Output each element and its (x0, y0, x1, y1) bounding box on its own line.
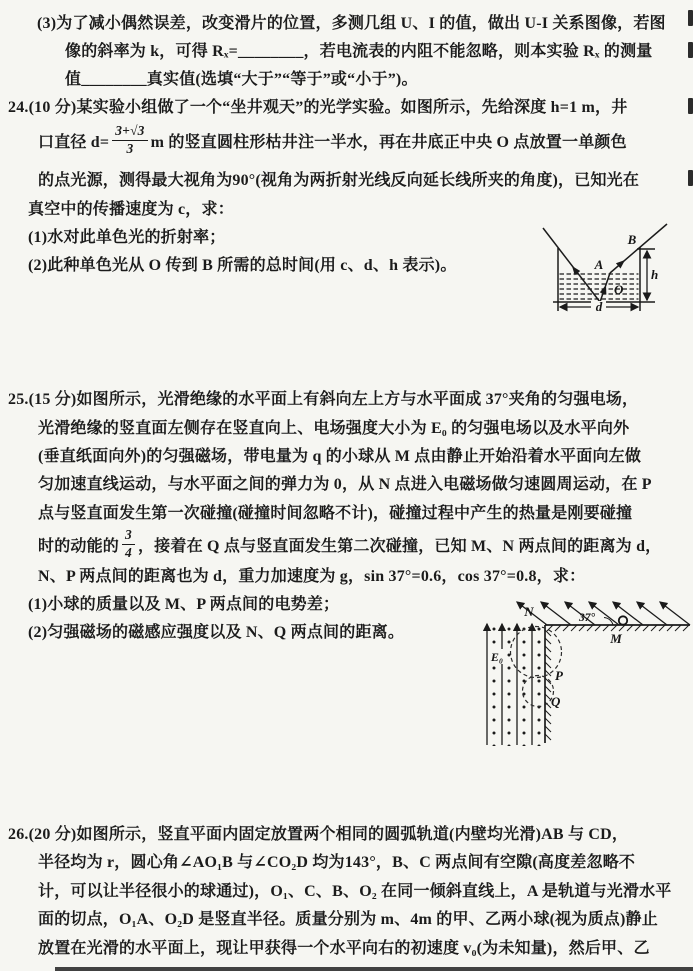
q24-line-3: 的点光源，测得最大视角为90°(视角为两折射光线反向延长线所夹的角度)，已知光在 (38, 171, 640, 189)
q26-line-3: 计，可以让半径很小的球通过)，O₁、C、B、O₂ 在同一倾斜直线上，A 是轨道与光滑水平 (38, 882, 672, 900)
q24-line-1: 24.(10 分)某实验小组做了一个“坐井观天”的光学实验。如图所示，先给深度 h=1 m，井 (8, 98, 628, 116)
label-d: d (595, 299, 603, 314)
label-Q: Q (551, 694, 561, 709)
fraction (122, 528, 135, 560)
q24-line-4: 真空中的传播速度为 c，求： (28, 200, 234, 218)
q24-fraction-line (38, 118, 627, 162)
label-M: M (610, 631, 622, 646)
label-O: O (614, 282, 624, 297)
figure-well-optics (530, 218, 693, 339)
q25-frac-post: ，接着在 Q 点与竖直面发生第二次碰撞，已知 M、N 两点间的距离为 d， (137, 537, 662, 555)
q26-line-4: 面的切点，O₁A、O₂D 是竖直半径。质量分别为 m、4m 的甲、乙两小球(视为质点)静止 (38, 910, 658, 928)
q26-line-5: 放置在光滑的水平面上，现让甲获得一个水平向右的初速度 v₀(为未知量)，然后甲、乙 (38, 939, 650, 957)
water-surface-hatch (560, 274, 639, 299)
page-cutoff-strip (55, 967, 693, 971)
q25-frac-pre: 时的动能的 (38, 537, 120, 555)
q25-line-1: 25.(15 分)如图所示，光滑绝缘的水平面上有斜向左上方与水平面成 37°夹角的匀强电场， (8, 390, 639, 408)
fraction-numerator: 3+√3 (112, 124, 147, 141)
q3-line-3: 值________真实值(选填“大于”“等于”或“小于”)。 (65, 70, 418, 88)
q24-line-5: (1)水对此单色光的折射率； (28, 228, 226, 246)
wall-hatching (545, 630, 551, 740)
scan-edge-artifact (688, 10, 693, 26)
tilted-field-arrows (517, 602, 690, 625)
q24-frac-post: m 的竖直圆柱形枯井注一半水，再在井底正中央 O 点放置一单颜色 (150, 133, 627, 151)
q25-line-3: (垂直纸面向外)的匀强磁场，带电量为 q 的小球从 M 点由静止开始沿着水平面向左做 (38, 447, 642, 465)
fraction (112, 124, 147, 156)
fraction-denominator: 4 (125, 545, 132, 560)
scan-edge-artifact (688, 170, 693, 186)
fraction-numerator: 3 (122, 528, 135, 545)
label-B: B (627, 232, 637, 247)
scan-edge-artifact (688, 42, 693, 58)
q26-line-2: 半径均为 r，圆心角∠AO₁B 与∠CO₂D 均为143°，B、C 两点间有空隙(高度差忽略不 (38, 853, 636, 871)
label-N: N (524, 604, 534, 619)
q25-line-4: 匀加速直线运动，与水平面之间的弹力为 0，从 N 点进入电磁场做匀速圆周运动，在 P (38, 475, 652, 493)
q25-line-2: 光滑绝缘的竖直面左侧存在竖直向上、电场强度大小为 E₀ 的匀强电场以及水平向外 (38, 419, 630, 437)
fraction-denominator: 3 (126, 141, 134, 156)
q24-frac-pre: 口直径 d= (38, 133, 110, 151)
em-field-svg (483, 598, 693, 748)
label-P: P (555, 668, 563, 683)
label-angle-37: 37° (578, 612, 596, 624)
q24-line-6: (2)此种单色光从 O 传到 B 所需的总时间(用 c、d、h 表示)。 (28, 256, 457, 274)
q3-line-2: 像的斜率为 k，可得 Rₓ=________，若电流表的内阻不能忽略，则本实验 Rₓ 的测量 (65, 42, 653, 60)
label-h: h (651, 267, 659, 282)
q3-line-1: (3)为了减小偶然误差，改变滑片的位置，多测几组 U、I 的值，做出 U-I 关系图像，若图 (37, 14, 666, 32)
q26-line-1: 26.(20 分)如图所示，竖直平面内固定放置两个相同的圆弧轨道(内壁均光滑)AB 与 CD， (8, 825, 629, 843)
ball (619, 616, 627, 624)
q25-line-5: 点与竖直面发生第一次碰撞(碰撞时间忽略不计)，碰撞过程中产生的热量是刚要碰撞 (38, 504, 633, 522)
well-optics-svg (530, 218, 693, 334)
scan-edge-artifact (688, 98, 693, 114)
figure-em-field (483, 598, 693, 753)
label-E0: E₀ (490, 650, 504, 664)
q25-line-8: (2)匀强磁场的磁感应强度以及 N、Q 两点间的距离。 (28, 623, 405, 641)
q25-line-6: N、P 两点间的距离也为 d，重力加速度为 g，sin 37°=0.6，cos 37°=0.8，求： (38, 567, 586, 585)
q25-fraction-line (38, 522, 661, 566)
label-A: A (594, 257, 604, 272)
q25-line-7: (1)小球的质量以及 M、P 两点间的电势差； (28, 595, 340, 613)
